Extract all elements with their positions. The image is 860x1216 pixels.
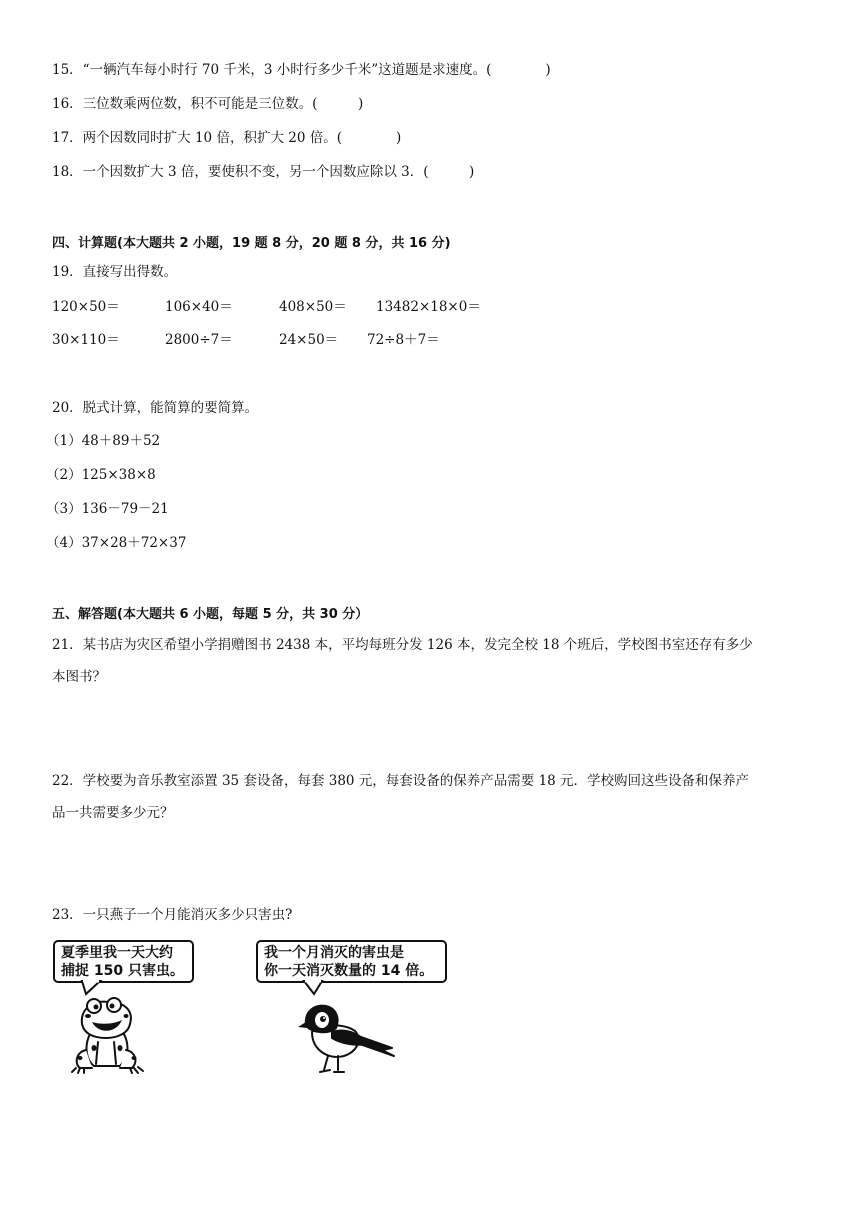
- swallow-icon: [298, 1000, 398, 1076]
- bird-speech-line: 我一个月消灭的害虫是: [264, 945, 404, 961]
- question-16: 16．三位数乘两位数，积不可能是三位数。( ): [52, 96, 364, 112]
- calc-item: 120×50＝: [52, 299, 120, 315]
- frog-speech-line: 夏季里我一天大约: [61, 945, 173, 961]
- calc-item: 106×40＝: [165, 299, 233, 315]
- calc-item: 24×50＝: [279, 332, 339, 348]
- question-22-line-1: 22．学校要为音乐教室添置 35 套设备，每套 380 元，每套设备的保养产品需要 18 元．学校购回这些设备和保养产: [52, 773, 750, 789]
- question-17: 17．两个因数同时扩大 10 倍，积扩大 20 倍。( ): [52, 130, 402, 146]
- question-19: 19．直接写出得数。: [52, 264, 178, 280]
- calc-item: 72÷8＋7＝: [367, 332, 440, 348]
- question-21-line-2: 本图书？: [52, 669, 106, 685]
- frog-speech-line: 捕捉 150 只害虫。: [61, 963, 184, 979]
- question-23: 23．一只燕子一个月能消灭多少只害虫?: [52, 907, 293, 923]
- calc-step-item: （1）48＋89＋52: [46, 433, 161, 449]
- question-15: 15．“一辆汽车每小时行 70 千米，3 小时行多少千米”这道题是求速度。( ): [52, 62, 551, 78]
- calc-item: 13482×18×0＝: [376, 299, 481, 315]
- question-22-line-2: 品一共需要多少元？: [52, 805, 174, 821]
- calc-item: 30×110＝: [52, 332, 120, 348]
- calc-step-item: （2）125×38×8: [46, 467, 156, 483]
- bird-bubble-tail: [300, 981, 324, 995]
- calc-step-item: （3）136－79－21: [46, 501, 169, 517]
- section-4-heading: 四、计算题(本大题共 2 小题，19 题 8 分，20 题 8 分，共 16 分): [52, 236, 451, 251]
- calc-step-item: （4）37×28＋72×37: [46, 535, 187, 551]
- calc-item: 2800÷7＝: [165, 332, 233, 348]
- bird-speech-line: 你一天消灭数量的 14 倍。: [264, 963, 434, 979]
- calc-item: 408×50＝: [279, 299, 347, 315]
- question-20: 20．脱式计算，能简算的要简算。: [52, 400, 259, 416]
- section-5-heading: 五、解答题(本大题共 6 小题，每题 5 分，共 30 分）: [52, 607, 369, 622]
- question-18: 18．一个因数扩大 3 倍，要使积不变，另一个因数应除以 3．( ): [52, 164, 475, 180]
- bird-speech-bubble: [256, 940, 447, 983]
- question-21-line-1: 21．某书店为灾区希望小学捐赠图书 2438 本，平均每班分发 126 本，发完全校 18 个班后，学校图书室还存有多少: [52, 637, 753, 653]
- frog-speech-bubble: [53, 940, 194, 983]
- frog-icon: [68, 994, 148, 1074]
- frog-bubble-tail: [80, 981, 104, 995]
